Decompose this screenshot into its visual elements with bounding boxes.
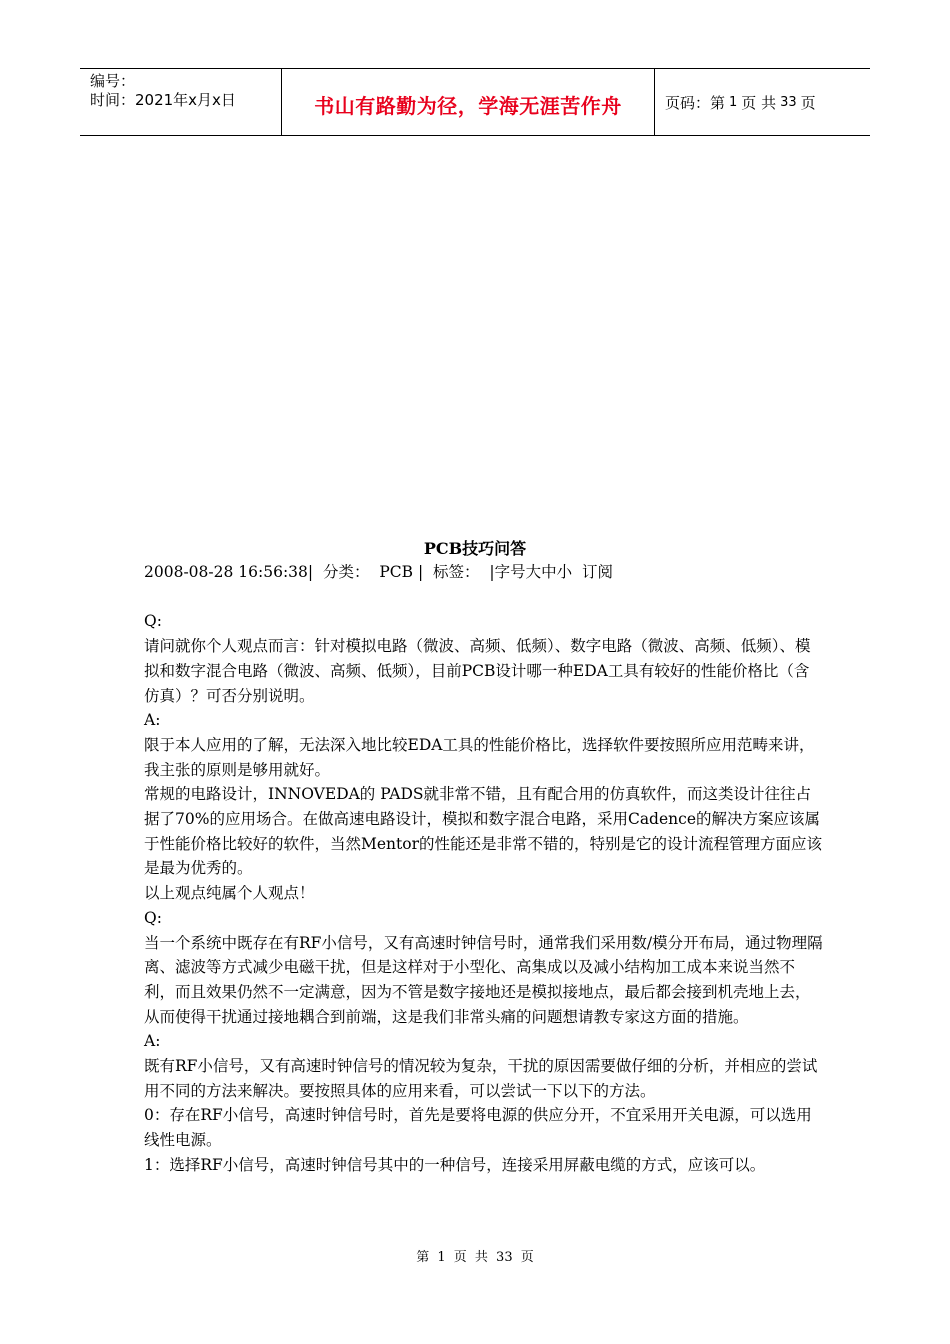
paragraph: 1：选择RF小信号，高速时钟信号其中的一种信号，连接采用屏蔽电缆的方式，应该可以。 <box>144 1155 766 1174</box>
paragraph: 既有RF小信号，又有高速时钟信号的情况较为复杂，干扰的原因需要做仔细的分析，并相应的尝试用不同的方法来解决。要按照具体的应用来看，可以尝试一下以下的方法。 <box>144 1057 818 1100</box>
paragraph: Q: <box>144 612 162 631</box>
paragraph: Q: <box>144 908 162 927</box>
page-suffix: 页 <box>800 93 816 112</box>
page-prefix: 页码：第 <box>665 93 726 112</box>
document-body <box>144 560 824 1178</box>
paragraph: A: <box>144 711 161 730</box>
header-table <box>80 68 870 136</box>
header-info-cell <box>80 69 282 135</box>
page-middle: 页 共 <box>741 93 777 112</box>
document-title: PCB技巧问答 <box>423 539 527 558</box>
paragraph: A: <box>144 1032 161 1051</box>
motto-text: 书山有路勤为径，学海无涯苦作舟 <box>314 93 622 118</box>
paragraph: 当一个系统中既存在有RF小信号，又有高速时钟信号时，通常我们采用数/模分开布局，通过物理隔离、滤波等方式减少电磁干扰，但是这样对于小型化、高集成以及减小结构加工成本来说当然不利，而且效果仍然不一定满意，因为不管是数字接地还是模拟接地点，最后都会接到机壳地上去，从而使得干扰通过接地耦合到前端，这是我们非常头痛的问题想请教专家这方面的措施。 <box>144 933 823 1026</box>
header-motto-cell <box>282 69 655 135</box>
number-label: 编号： <box>90 72 136 90</box>
paragraph: 常规的电路设计，INNOVEDA的 PADS就非常不错，且有配合用的仿真软件，而这类设计往往占据了70%的应用场合。在做高速电路设计，模拟和数字混合电路，采用Cadence的解决方案应该属于性能价格比较好的软件，当然Mentor的性能还是非常不错的，特别是它的设计流程管理方面应该是最为优秀的。 <box>144 785 822 878</box>
paragraph: 0：存在RF小信号，高速时钟信号时，首先是要将电源的供应分开，不宜采用开关电源，可以选用线性电源。 <box>144 1106 812 1150</box>
header-page-cell <box>655 69 870 135</box>
page-footer: 第 1 页 共 33 页 <box>416 1250 534 1265</box>
paragraph: 限于本人应用的了解，无法深入地比较EDA工具的性能价格比，选择软件要按照所应用范畴来讲，我主张的原则是够用就好。 <box>144 735 815 779</box>
paragraph: 以上观点纯属个人观点！ <box>144 884 315 903</box>
page-total: 33 <box>780 94 797 110</box>
paragraph: 请问就你个人观点而言：针对模拟电路（微波、高频、低频）、数字电路（微波、高频、低频）、模拟和数字混合电路（微波、高频、低频），目前PCB设计哪一种EDA工具有较好的性能价格比（含仿真）？可否分别说明。 <box>144 637 811 705</box>
date-label: 时间：2021年x月x日 <box>90 91 236 109</box>
page-current: 1 <box>729 94 738 110</box>
post-meta: 2008-08-28 16:56:38| 分类： PCB | 标签： |字号大中小 订阅 <box>144 563 613 581</box>
